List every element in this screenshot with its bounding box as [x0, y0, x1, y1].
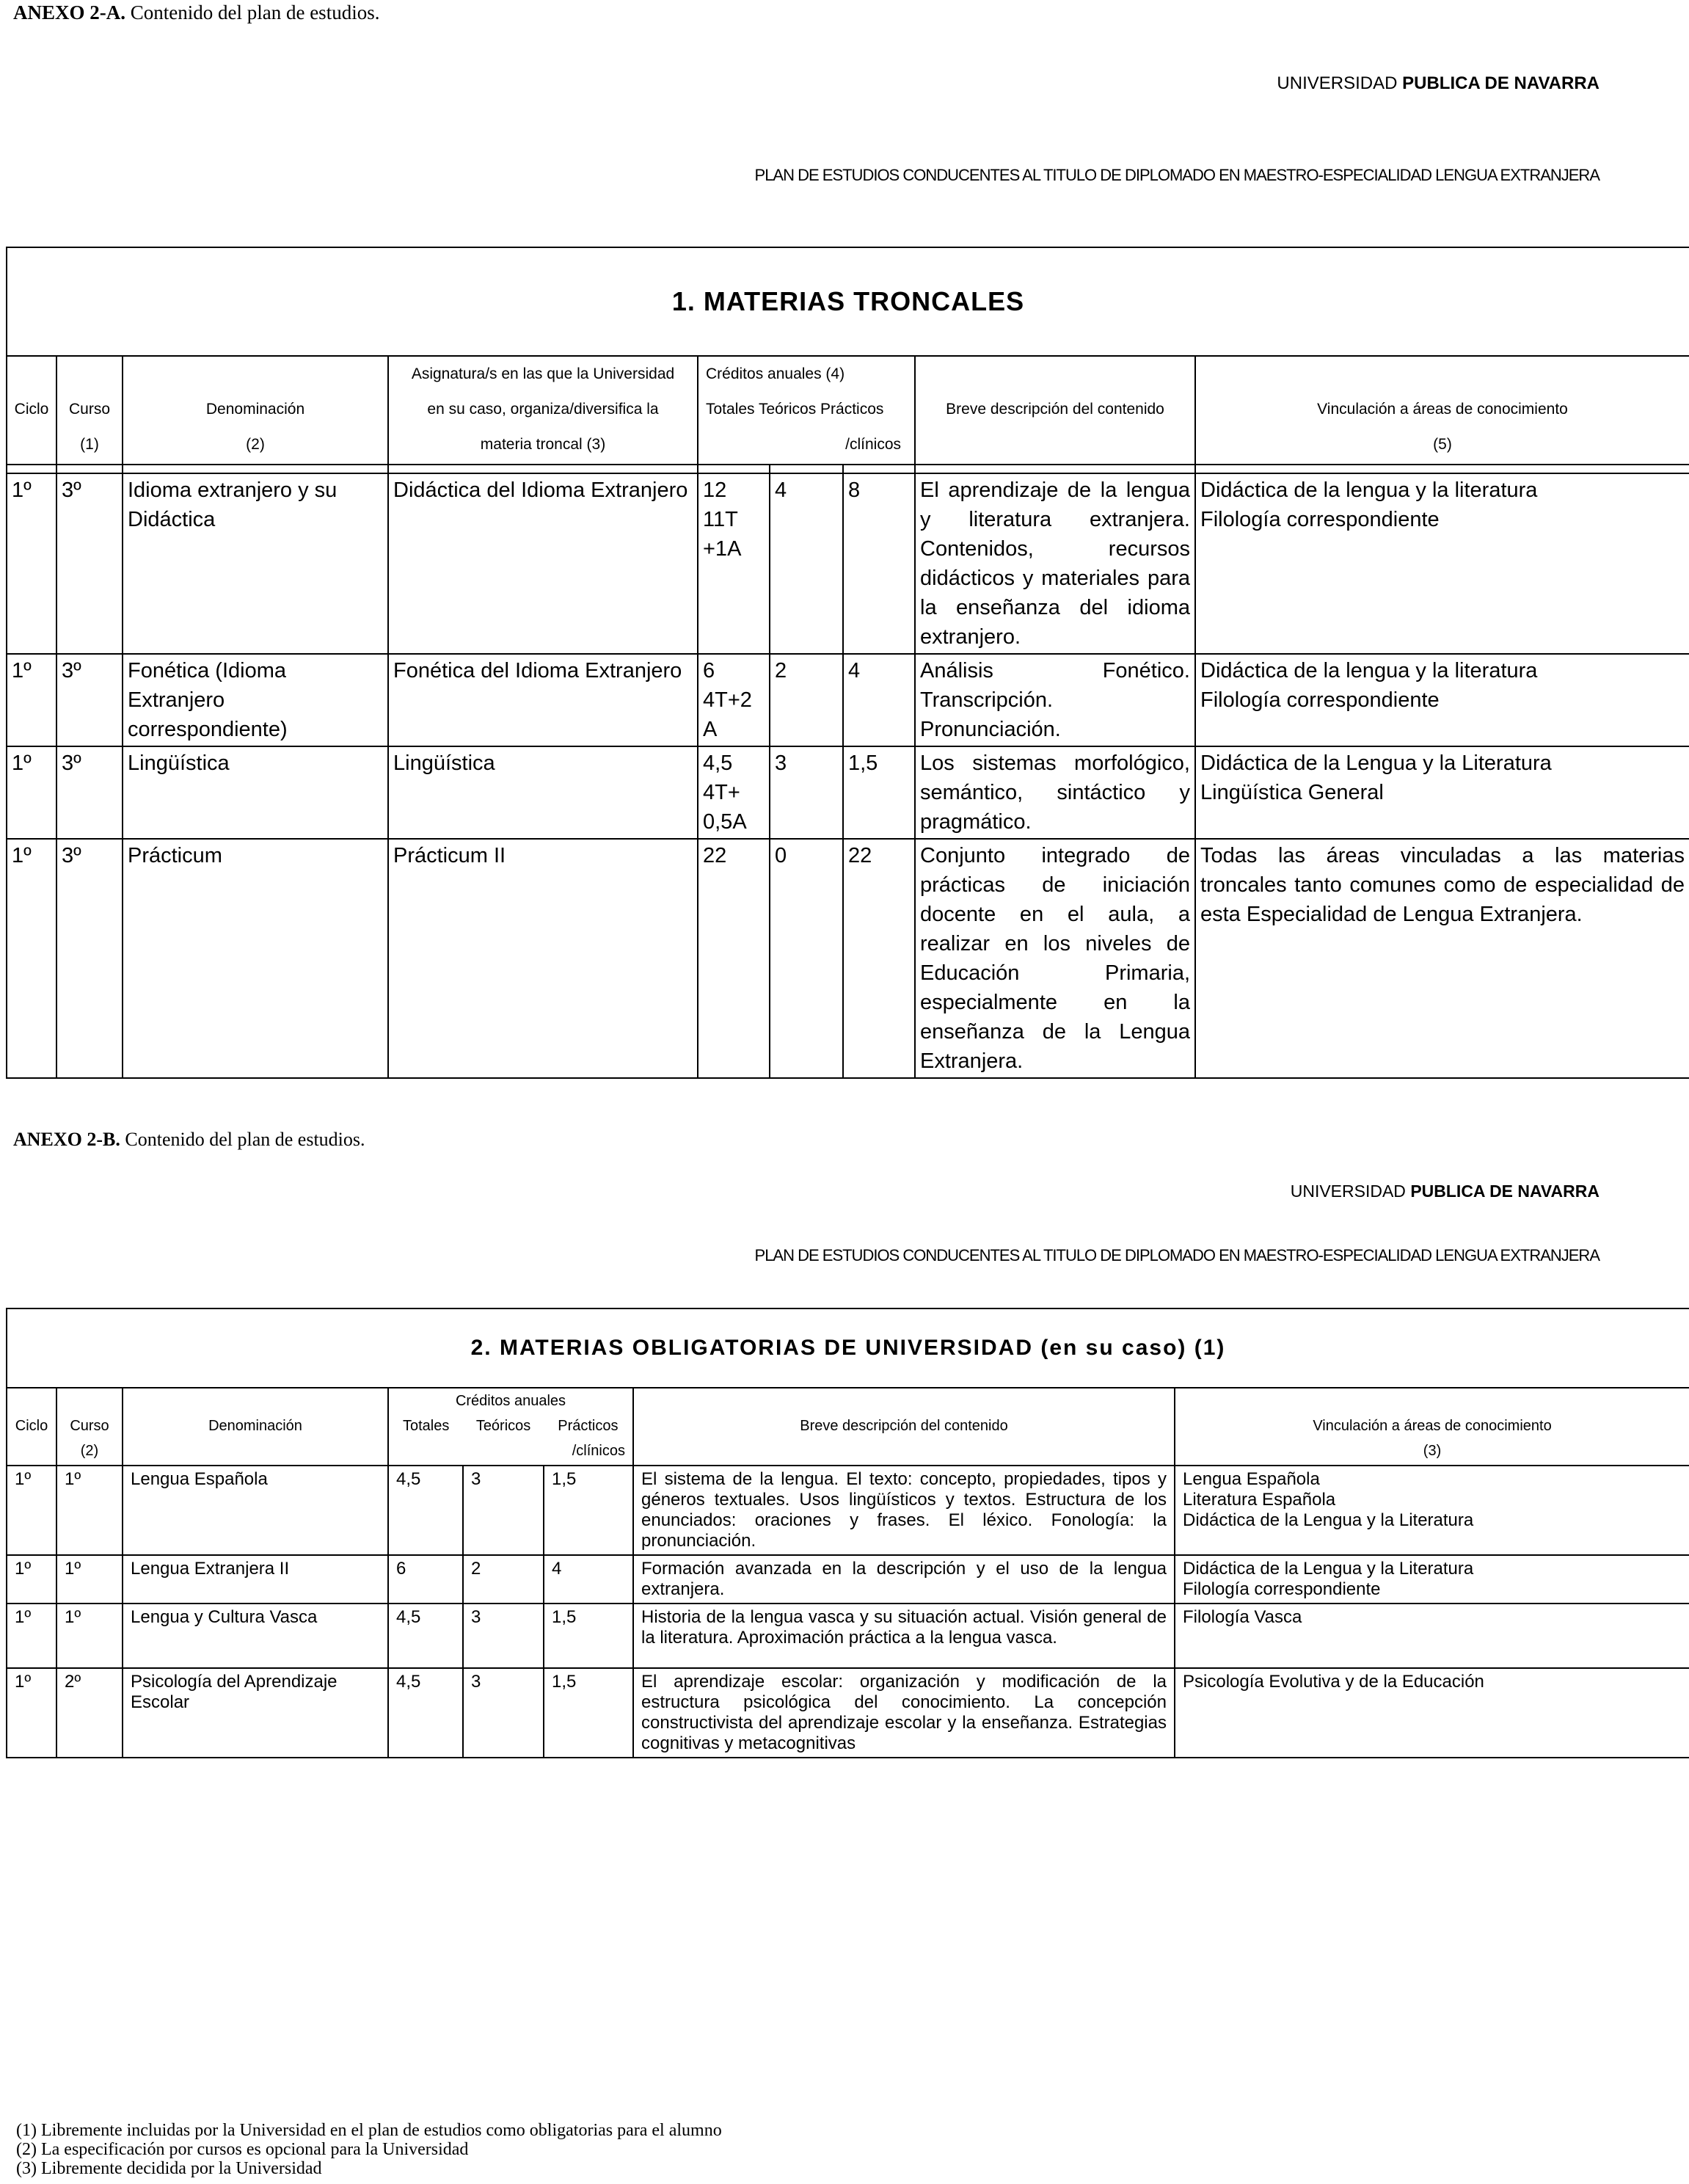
cell-practicos: 1,5 — [544, 1668, 633, 1758]
cell-practicos: 4 — [843, 654, 915, 746]
header-curso: Curso (2) — [56, 1388, 123, 1466]
plan-title-b: PLAN DE ESTUDIOS CONDUCENTES AL TITULO DE DIPLOMADO EN MAESTRO-ESPECIALIDAD LENGUA EXTRANJERA — [754, 1246, 1599, 1264]
cell-descripcion: Historia de la lengua vasca y su situación actual. Visión general de la literatura. Aproximación práctica a la lengua vasca. — [633, 1604, 1175, 1668]
cell-vinculacion: Didáctica de la lengua y la literatura Filología correspondiente — [1195, 473, 1689, 654]
header-curso: Curso (1) — [56, 356, 123, 465]
cell-teoricos: 0 — [770, 839, 843, 1078]
cell-curso: 3º — [56, 473, 123, 654]
header-creditos: Créditos anuales (4) Totales Teóricos Prácticos /clínicos — [698, 356, 915, 465]
cell-curso: 1º — [56, 1555, 123, 1604]
cell-denominacion: Lengua Española — [123, 1466, 388, 1555]
cell-practicos: 1,5 — [843, 746, 915, 839]
cell-ciclo: 1º — [7, 1668, 56, 1758]
table-row — [7, 654, 1689, 746]
cell-denominacion: Psicología del Aprendizaje Escolar — [123, 1668, 388, 1758]
cell-descripcion: Conjunto integrado de prácticas de iniciación docente en el aula, a realizar en los niveles de Educación Primaria, especialmente en la enseñanza de la Lengua Extranjera. — [915, 839, 1195, 1078]
annex-a-text: Contenido del plan de estudios. — [130, 1, 380, 23]
cell-ciclo: 1º — [7, 654, 56, 746]
cell-ciclo: 1º — [7, 839, 56, 1078]
cell-totales: 22 — [698, 839, 770, 1078]
cell-teoricos: 2 — [463, 1555, 544, 1604]
university-bold: PUBLICA DE NAVARRA — [1410, 1182, 1599, 1201]
footnote-2: (2) La especificación por cursos es opcional para la Universidad — [16, 2140, 469, 2159]
cell-teoricos: 2 — [770, 654, 843, 746]
university-prefix: UNIVERSIDAD — [1290, 1182, 1411, 1201]
footnotes — [16, 2121, 722, 2178]
university-name-b — [1291, 1182, 1599, 1201]
cell-descripcion: Análisis Fonético. Transcripción. Pronunciación. — [915, 654, 1195, 746]
cell-ciclo: 1º — [7, 1555, 56, 1604]
cell-denominacion: Prácticum — [123, 839, 388, 1078]
cell-totales: 4,5 — [388, 1668, 463, 1758]
annex-b-label: ANEXO 2-B. — [13, 1129, 120, 1150]
cell-descripcion: Formación avanzada en la descripción y el uso de la lengua extranjera. — [633, 1555, 1175, 1604]
annex-b-text: Contenido del plan de estudios. — [125, 1129, 365, 1150]
header-descripcion: Breve descripción del contenido — [633, 1388, 1175, 1466]
header-denominacion: Denominación (2) — [123, 356, 388, 465]
cell-denominacion: Lengua Extranjera II — [123, 1555, 388, 1604]
cell-descripcion: Los sistemas morfológico, semántico, sintáctico y pragmático. — [915, 746, 1195, 839]
cell-practicos: 22 — [843, 839, 915, 1078]
cell-denominacion: Lingüística — [123, 746, 388, 839]
university-name-a — [1277, 73, 1599, 94]
cell-practicos: 4 — [544, 1555, 633, 1604]
cell-totales: 4,5 — [388, 1604, 463, 1668]
header-descripcion: Breve descripción del contenido — [915, 356, 1195, 465]
header-creditos: Créditos anuales Totales Teóricos Prácticos /clínicos — [388, 1388, 633, 1466]
cell-teoricos: 3 — [770, 746, 843, 839]
cell-practicos: 1,5 — [544, 1466, 633, 1555]
header-denominacion: Denominación — [123, 1388, 388, 1466]
cell-descripcion: El aprendizaje escolar: organización y modificación de la estructura psicológica del conocimiento. La concepción constructivista del aprendizaje escolar y la enseñanza. Estrategias cognitivas y metacognitivas — [633, 1668, 1175, 1758]
table1-title: 1. MATERIAS TRONCALES — [7, 247, 1689, 356]
annex-a-heading — [13, 1, 379, 24]
table-row — [7, 1604, 1689, 1668]
cell-asignatura: Prácticum II — [388, 839, 698, 1078]
cell-vinculacion: Didáctica de la Lengua y la Literatura Lingüística General — [1195, 746, 1689, 839]
cell-ciclo: 1º — [7, 1604, 56, 1668]
cell-practicos: 1,5 — [544, 1604, 633, 1668]
header-teoricos: Teóricos — [475, 1418, 531, 1434]
cell-totales: 6 — [388, 1555, 463, 1604]
cell-curso: 3º — [56, 746, 123, 839]
table-row — [7, 1555, 1689, 1604]
cell-denominacion: Idioma extranjero y su Didáctica — [123, 473, 388, 654]
cell-denominacion: Fonética (Idioma Extranjero correspondiente) — [123, 654, 388, 746]
cell-curso: 1º — [56, 1604, 123, 1668]
annex-a-label: ANEXO 2-A. — [13, 1, 125, 23]
cell-curso: 3º — [56, 839, 123, 1078]
footnote-3: (3) Libremente decidida por la Universidad — [16, 2159, 322, 2178]
cell-curso: 2º — [56, 1668, 123, 1758]
cell-teoricos: 4 — [770, 473, 843, 654]
cell-vinculacion: Filología Vasca — [1175, 1604, 1689, 1668]
footnote-1: (1) Libremente incluidas por la Universidad en el plan de estudios como obligatorias para el alumno — [16, 2121, 722, 2140]
table-row — [7, 1466, 1689, 1555]
cell-practicos: 8 — [843, 473, 915, 654]
table-row — [7, 746, 1689, 839]
cell-descripcion: El aprendizaje de la lengua y literatura extranjera. Contenidos, recursos didácticos y materiales para la enseñanza del idioma extranjero. — [915, 473, 1195, 654]
cell-asignatura: Didáctica del Idioma Extranjero — [388, 473, 698, 654]
university-prefix: UNIVERSIDAD — [1277, 73, 1403, 93]
table-materias-troncales — [6, 247, 1689, 1079]
table-row — [7, 839, 1689, 1078]
cell-vinculacion: Didáctica de la lengua y la literatura Filología correspondiente — [1195, 654, 1689, 746]
cell-totales: 6 4T+2 A — [698, 654, 770, 746]
cell-teoricos: 3 — [463, 1466, 544, 1555]
cell-ciclo: 1º — [7, 746, 56, 839]
cell-ciclo: 1º — [7, 1466, 56, 1555]
plan-title-a: PLAN DE ESTUDIOS CONDUCENTES AL TITULO DE DIPLOMADO EN MAESTRO-ESPECIALIDAD LENGUA EXTRANJERA — [754, 166, 1599, 184]
header-practicos: Prácticos — [558, 1418, 619, 1434]
cell-descripcion: El sistema de la lengua. El texto: concepto, propiedades, tipos y géneros textuales. Usos lingüísticos y textos. Estructura de los enunciados: oraciones y frases. El léxico. Fonología: la pronunciación. — [633, 1466, 1175, 1555]
header-vinculacion: Vinculación a áreas de conocimiento (5) — [1195, 356, 1689, 465]
table-row — [7, 473, 1689, 654]
header-totales: Totales — [403, 1418, 450, 1434]
cell-totales: 4,5 4T+ 0,5A — [698, 746, 770, 839]
cell-teoricos: 3 — [463, 1604, 544, 1668]
cell-ciclo: 1º — [7, 473, 56, 654]
cell-asignatura: Lingüística — [388, 746, 698, 839]
header-ciclo: Ciclo — [7, 356, 56, 465]
header-ciclo: Ciclo — [7, 1388, 56, 1466]
cell-vinculacion: Didáctica de la Lengua y la Literatura Filología correspondiente — [1175, 1555, 1689, 1604]
header-vinculacion: Vinculación a áreas de conocimiento (3) — [1175, 1388, 1689, 1466]
cell-totales: 4,5 — [388, 1466, 463, 1555]
cell-vinculacion: Lengua Española Literatura Española Didáctica de la Lengua y la Literatura — [1175, 1466, 1689, 1555]
table-materias-obligatorias — [6, 1308, 1689, 1758]
cell-denominacion: Lengua y Cultura Vasca — [123, 1604, 388, 1668]
cell-totales: 12 11T +1A — [698, 473, 770, 654]
cell-teoricos: 3 — [463, 1668, 544, 1758]
cell-vinculacion: Psicología Evolutiva y de la Educación — [1175, 1668, 1689, 1758]
annex-b-heading — [13, 1129, 365, 1151]
table-row — [7, 1668, 1689, 1758]
cell-asignatura: Fonética del Idioma Extranjero — [388, 654, 698, 746]
university-bold: PUBLICA DE NAVARRA — [1402, 73, 1599, 93]
cell-curso: 1º — [56, 1466, 123, 1555]
header-asignatura: Asignatura/s en las que la Universidad en su caso, organiza/diversifica la materia troncal (3) — [388, 356, 698, 465]
cell-curso: 3º — [56, 654, 123, 746]
cell-vinculacion: Todas las áreas vinculadas a las materias troncales tanto comunes como de especialidad de esta Especialidad de Lengua Extranjera. — [1195, 839, 1689, 1078]
table2-title: 2. MATERIAS OBLIGATORIAS DE UNIVERSIDAD (en su caso) (1) — [7, 1308, 1689, 1388]
